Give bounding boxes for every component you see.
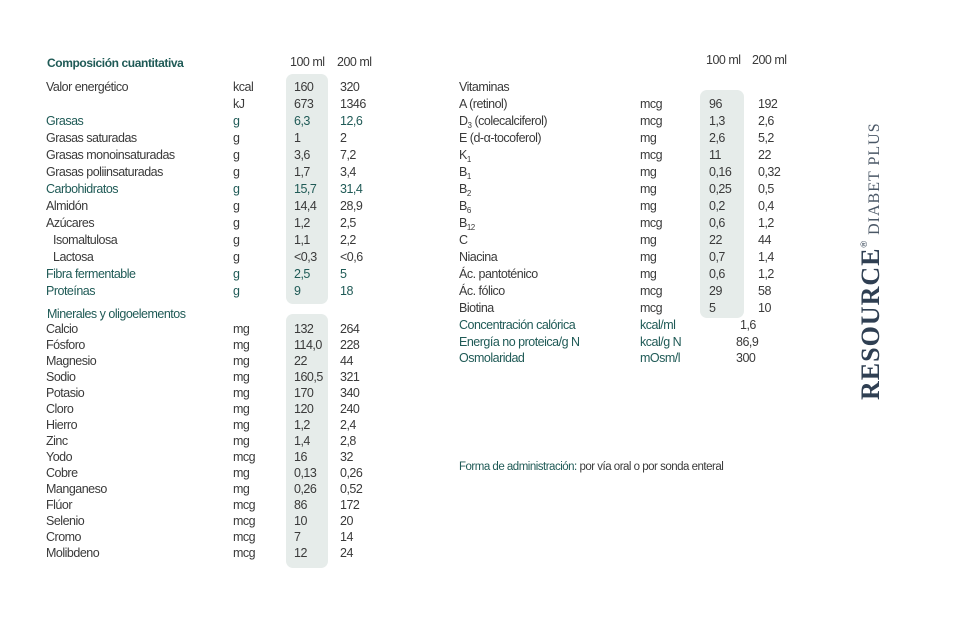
mineral-name: Manganeso (46, 482, 107, 496)
nutrient-value-100ml: 1,1 (294, 233, 310, 247)
nutrient-unit: g (233, 233, 240, 247)
nutrient-value-100ml: 3,6 (294, 148, 310, 162)
summary-name: Concentración calórica (459, 318, 576, 332)
mineral-unit: mcg (233, 546, 256, 560)
mineral-name: Selenio (46, 514, 85, 528)
administration-label: Forma de administración: (459, 461, 577, 473)
vitamin-value-200ml: 2,6 (758, 114, 774, 128)
nutrient-unit: g (233, 148, 240, 162)
vitamin-value-100ml: 29 (709, 284, 722, 298)
mineral-value-200ml: 44 (340, 354, 353, 368)
vitamin-name (459, 301, 494, 315)
nutrient-name: Grasas saturadas (46, 131, 137, 145)
mineral-value-100ml: 86 (294, 498, 307, 512)
vitamin-name-base: K (459, 148, 467, 162)
summary-value: 300 (736, 351, 756, 365)
vitamin-name-rest: (colecalciferol) (471, 114, 548, 128)
vitamin-value-100ml: 96 (709, 97, 722, 111)
brand-product: DIABET PLUS (866, 122, 883, 235)
mineral-value-200ml: 24 (340, 546, 353, 560)
vitamin-unit: mcg (640, 97, 663, 111)
nutrient-value-200ml: <0,6 (340, 250, 363, 264)
nutrient-name: Azúcares (46, 216, 95, 230)
mineral-name: Fósforo (46, 338, 85, 352)
mineral-value-200ml: 240 (340, 402, 360, 416)
vitamin-name-base: B (459, 182, 467, 196)
nutrient-value-200ml: 320 (340, 80, 360, 94)
nutrient-name: Grasas poliinsaturadas (46, 165, 163, 179)
vitamin-name-base: B (459, 199, 467, 213)
vitamin-unit: mcg (640, 284, 663, 298)
vitamin-name-base: E (d-α-tocoferol) (459, 131, 542, 145)
nutrient-value-100ml: 160 (294, 80, 314, 94)
vitamin-value-100ml: 5 (709, 301, 716, 315)
nutrient-value-200ml: 2 (340, 131, 347, 145)
mineral-unit: mg (233, 386, 250, 400)
col-header-100ml-right: 100 ml (706, 53, 741, 67)
vitamin-name (459, 267, 538, 281)
mineral-value-100ml: 132 (294, 322, 314, 336)
summary-name: Osmolaridad (459, 351, 525, 365)
vitamin-value-200ml: 0,32 (758, 165, 781, 179)
mineral-value-200ml: 0,52 (340, 482, 363, 496)
mineral-value-100ml: 7 (294, 530, 301, 544)
mineral-unit: mcg (233, 514, 256, 528)
col-header-100ml: 100 ml (290, 55, 325, 69)
vitamin-value-100ml: 0,25 (709, 182, 732, 196)
mineral-unit: mg (233, 370, 250, 384)
nutrient-value-200ml: 28,9 (340, 199, 363, 213)
summary-unit: kcal/ml (640, 318, 676, 332)
vitamin-unit: mcg (640, 301, 663, 315)
mineral-name: Hierro (46, 418, 78, 432)
col-header-200ml: 200 ml (337, 55, 372, 69)
vitamin-name-subscript: 1 (466, 172, 471, 181)
vitamin-value-200ml: 44 (758, 233, 771, 247)
vitamin-value-100ml: 0,16 (709, 165, 732, 179)
vitamin-name-base: Ác. pantoténico (459, 267, 538, 281)
nutrient-name: Isomaltulosa (53, 233, 118, 247)
vitamin-unit: mg (640, 250, 657, 264)
vitamin-unit: mg (640, 165, 657, 179)
summary-unit: mOsm/l (640, 351, 681, 365)
vitamin-value-100ml: 2,6 (709, 131, 725, 145)
nutrient-unit: g (233, 267, 240, 281)
administration-line (459, 460, 723, 474)
vitamin-name-subscript: 2 (466, 189, 471, 198)
brand-registered-mark: ® (859, 240, 869, 248)
vitamin-value-100ml: 0,6 (709, 216, 725, 230)
nutrient-value-100ml: 1,7 (294, 165, 310, 179)
mineral-unit: mg (233, 402, 250, 416)
nutrient-unit: g (233, 199, 240, 213)
vitamin-unit: mg (640, 199, 657, 213)
vitamin-value-100ml: 22 (709, 233, 722, 247)
vitamin-value-200ml: 1,4 (758, 250, 774, 264)
mineral-name: Flúor (46, 498, 72, 512)
brand-logo (856, 122, 886, 400)
mineral-unit: mg (233, 354, 250, 368)
vitamin-name-base: Ác. fólico (459, 284, 505, 298)
vitamin-name-base: Niacina (459, 250, 498, 264)
nutrient-name: Almidón (46, 199, 88, 213)
vitamin-value-200ml: 192 (758, 97, 778, 111)
mineral-value-200ml: 14 (340, 530, 353, 544)
vitamin-value-100ml: 0,6 (709, 267, 725, 281)
nutrient-unit: g (233, 284, 240, 298)
vitamin-unit: mcg (640, 114, 663, 128)
mineral-value-100ml: 120 (294, 402, 314, 416)
col-header-200ml-right: 200 ml (752, 53, 787, 67)
mineral-value-200ml: 228 (340, 338, 360, 352)
vitamin-name (459, 131, 541, 145)
nutrient-unit: kJ (233, 97, 245, 111)
vitamin-name (459, 97, 507, 111)
mineral-value-100ml: 170 (294, 386, 314, 400)
vitamin-value-100ml: 0,2 (709, 199, 725, 213)
mineral-value-200ml: 340 (340, 386, 360, 400)
nutrient-name: Valor energético (46, 80, 129, 94)
vitamin-name-base: B (459, 165, 467, 179)
summary-unit: kcal/g N (640, 334, 682, 349)
vitamin-value-200ml: 0,4 (758, 199, 774, 213)
nutrient-value-100ml: 14,4 (294, 199, 317, 213)
mineral-unit: mg (233, 434, 250, 448)
mineral-value-200ml: 172 (340, 498, 360, 512)
vitamin-value-200ml: 1,2 (758, 267, 774, 281)
mineral-value-200ml: 32 (340, 450, 353, 464)
mineral-name: Yodo (46, 450, 73, 464)
mineral-name: Zinc (46, 434, 68, 448)
mineral-value-100ml: 12 (294, 546, 307, 560)
nutrient-value-100ml: 15,7 (294, 182, 317, 196)
nutrient-value-100ml: 1 (294, 131, 301, 145)
nutrient-value-200ml: 31,4 (340, 182, 363, 196)
brand-name: RESOURCE (856, 247, 885, 400)
vitamin-value-200ml: 5,2 (758, 131, 774, 145)
nutrient-value-200ml: 12,6 (340, 114, 363, 128)
mineral-value-100ml: 0,26 (294, 482, 317, 496)
nutrient-unit: g (233, 250, 240, 264)
vitamin-name-subscript: 1 (466, 155, 471, 164)
mineral-name: Magnesio (46, 354, 97, 368)
mineral-name: Cobre (46, 466, 78, 480)
mineral-value-200ml: 264 (340, 322, 360, 336)
nutrient-unit: g (233, 131, 240, 145)
mineral-name: Potasio (46, 386, 85, 400)
nutrient-name: Fibra fermentable (46, 267, 136, 281)
mineral-value-200ml: 0,26 (340, 466, 363, 480)
table-title: Composición cuantitativa (47, 56, 184, 70)
nutrient-name: Carbohidratos (46, 182, 119, 196)
vitamin-name (459, 233, 468, 247)
mineral-name: Molibdeno (46, 546, 100, 560)
nutrient-value-200ml: 2,5 (340, 216, 356, 230)
vitamin-name-base: D (459, 114, 468, 128)
mineral-unit: mcg (233, 498, 256, 512)
summary-name: Energía no proteica/g N (459, 334, 580, 349)
mineral-value-100ml: 10 (294, 514, 307, 528)
vitamin-name-base: C (459, 233, 468, 247)
vitamin-unit: mg (640, 182, 657, 196)
nutrient-name: Grasas monoinsaturadas (46, 148, 175, 162)
vitamin-name-subscript: 3 (467, 121, 472, 130)
mineral-value-200ml: 2,4 (340, 418, 356, 432)
vitamin-value-200ml: 22 (758, 148, 771, 162)
mineral-name: Cloro (46, 402, 74, 416)
mineral-unit: mcg (233, 530, 256, 544)
mineral-value-100ml: 22 (294, 354, 307, 368)
vitamin-name-subscript: 12 (466, 223, 475, 232)
vitamin-name-base: B (459, 216, 467, 230)
nutrient-value-200ml: 18 (340, 284, 353, 298)
nutrient-value-200ml: 1346 (340, 97, 366, 111)
vitamin-unit: mcg (640, 216, 663, 230)
nutrient-value-100ml: 6,3 (294, 114, 310, 128)
nutrient-value-200ml: 3,4 (340, 165, 356, 179)
vitamin-value-100ml: 1,3 (709, 114, 725, 128)
mineral-name: Sodio (46, 370, 76, 384)
mineral-name: Calcio (46, 322, 78, 336)
nutrient-unit: g (233, 165, 240, 179)
vitamin-value-200ml: 58 (758, 284, 771, 298)
nutrient-name: Proteínas (46, 284, 96, 298)
vitamin-name-base: A (retinol) (459, 97, 507, 111)
nutrient-value-200ml: 5 (340, 267, 347, 281)
vitamin-name-base: Biotina (459, 301, 494, 315)
mineral-unit: mg (233, 482, 250, 496)
mineral-unit: mg (233, 466, 250, 480)
vitamin-value-100ml: 0,7 (709, 250, 725, 264)
summary-value: 86,9 (736, 334, 759, 349)
mineral-unit: mcg (233, 450, 256, 464)
mineral-unit: mg (233, 322, 250, 336)
nutrient-value-100ml: 1,2 (294, 216, 310, 230)
mineral-value-100ml: 16 (294, 450, 307, 464)
vitamin-value-200ml: 0,5 (758, 182, 774, 196)
nutrient-unit: kcal (233, 80, 254, 94)
mineral-unit: mg (233, 418, 250, 432)
nutrient-name: Lactosa (53, 250, 94, 264)
vitamin-unit: mcg (640, 148, 663, 162)
nutrient-value-100ml: 2,5 (294, 267, 310, 281)
nutrient-value-100ml: 673 (294, 97, 314, 111)
nutrient-unit: g (233, 114, 240, 128)
nutrient-unit: g (233, 216, 240, 230)
vitamin-name (459, 284, 505, 298)
minerals-title: Minerales y oligoelementos (47, 307, 186, 321)
vitamin-value-200ml: 10 (758, 301, 771, 315)
vitamin-name-subscript: 6 (466, 206, 471, 215)
vitamins-title: Vitaminas (459, 80, 510, 94)
summary-value: 1,6 (740, 318, 756, 332)
nutrient-unit: g (233, 182, 240, 196)
nutrient-value-200ml: 7,2 (340, 148, 356, 162)
vitamin-unit: mg (640, 267, 657, 281)
mineral-value-100ml: 0,13 (294, 466, 317, 480)
administration-value: por vía oral o por sonda enteral (579, 461, 724, 473)
mineral-value-200ml: 2,8 (340, 434, 356, 448)
vitamin-value-100ml: 11 (709, 148, 721, 162)
vitamin-unit: mg (640, 233, 657, 247)
mineral-value-200ml: 321 (340, 370, 360, 384)
mineral-value-100ml: 1,2 (294, 418, 310, 432)
mineral-value-100ml: 114,0 (294, 338, 322, 352)
vitamin-unit: mg (640, 131, 657, 145)
mineral-value-100ml: 160,5 (294, 370, 323, 384)
mineral-value-100ml: 1,4 (294, 434, 310, 448)
nutrient-value-100ml: 9 (294, 284, 301, 298)
nutrient-name: Grasas (46, 114, 84, 128)
mineral-unit: mg (233, 338, 250, 352)
mineral-name: Cromo (46, 530, 82, 544)
vitamin-name (459, 250, 497, 264)
nutrient-value-100ml: <0,3 (294, 250, 317, 264)
nutrient-value-200ml: 2,2 (340, 233, 356, 247)
mineral-value-200ml: 20 (340, 514, 353, 528)
vitamin-value-200ml: 1,2 (758, 216, 774, 230)
